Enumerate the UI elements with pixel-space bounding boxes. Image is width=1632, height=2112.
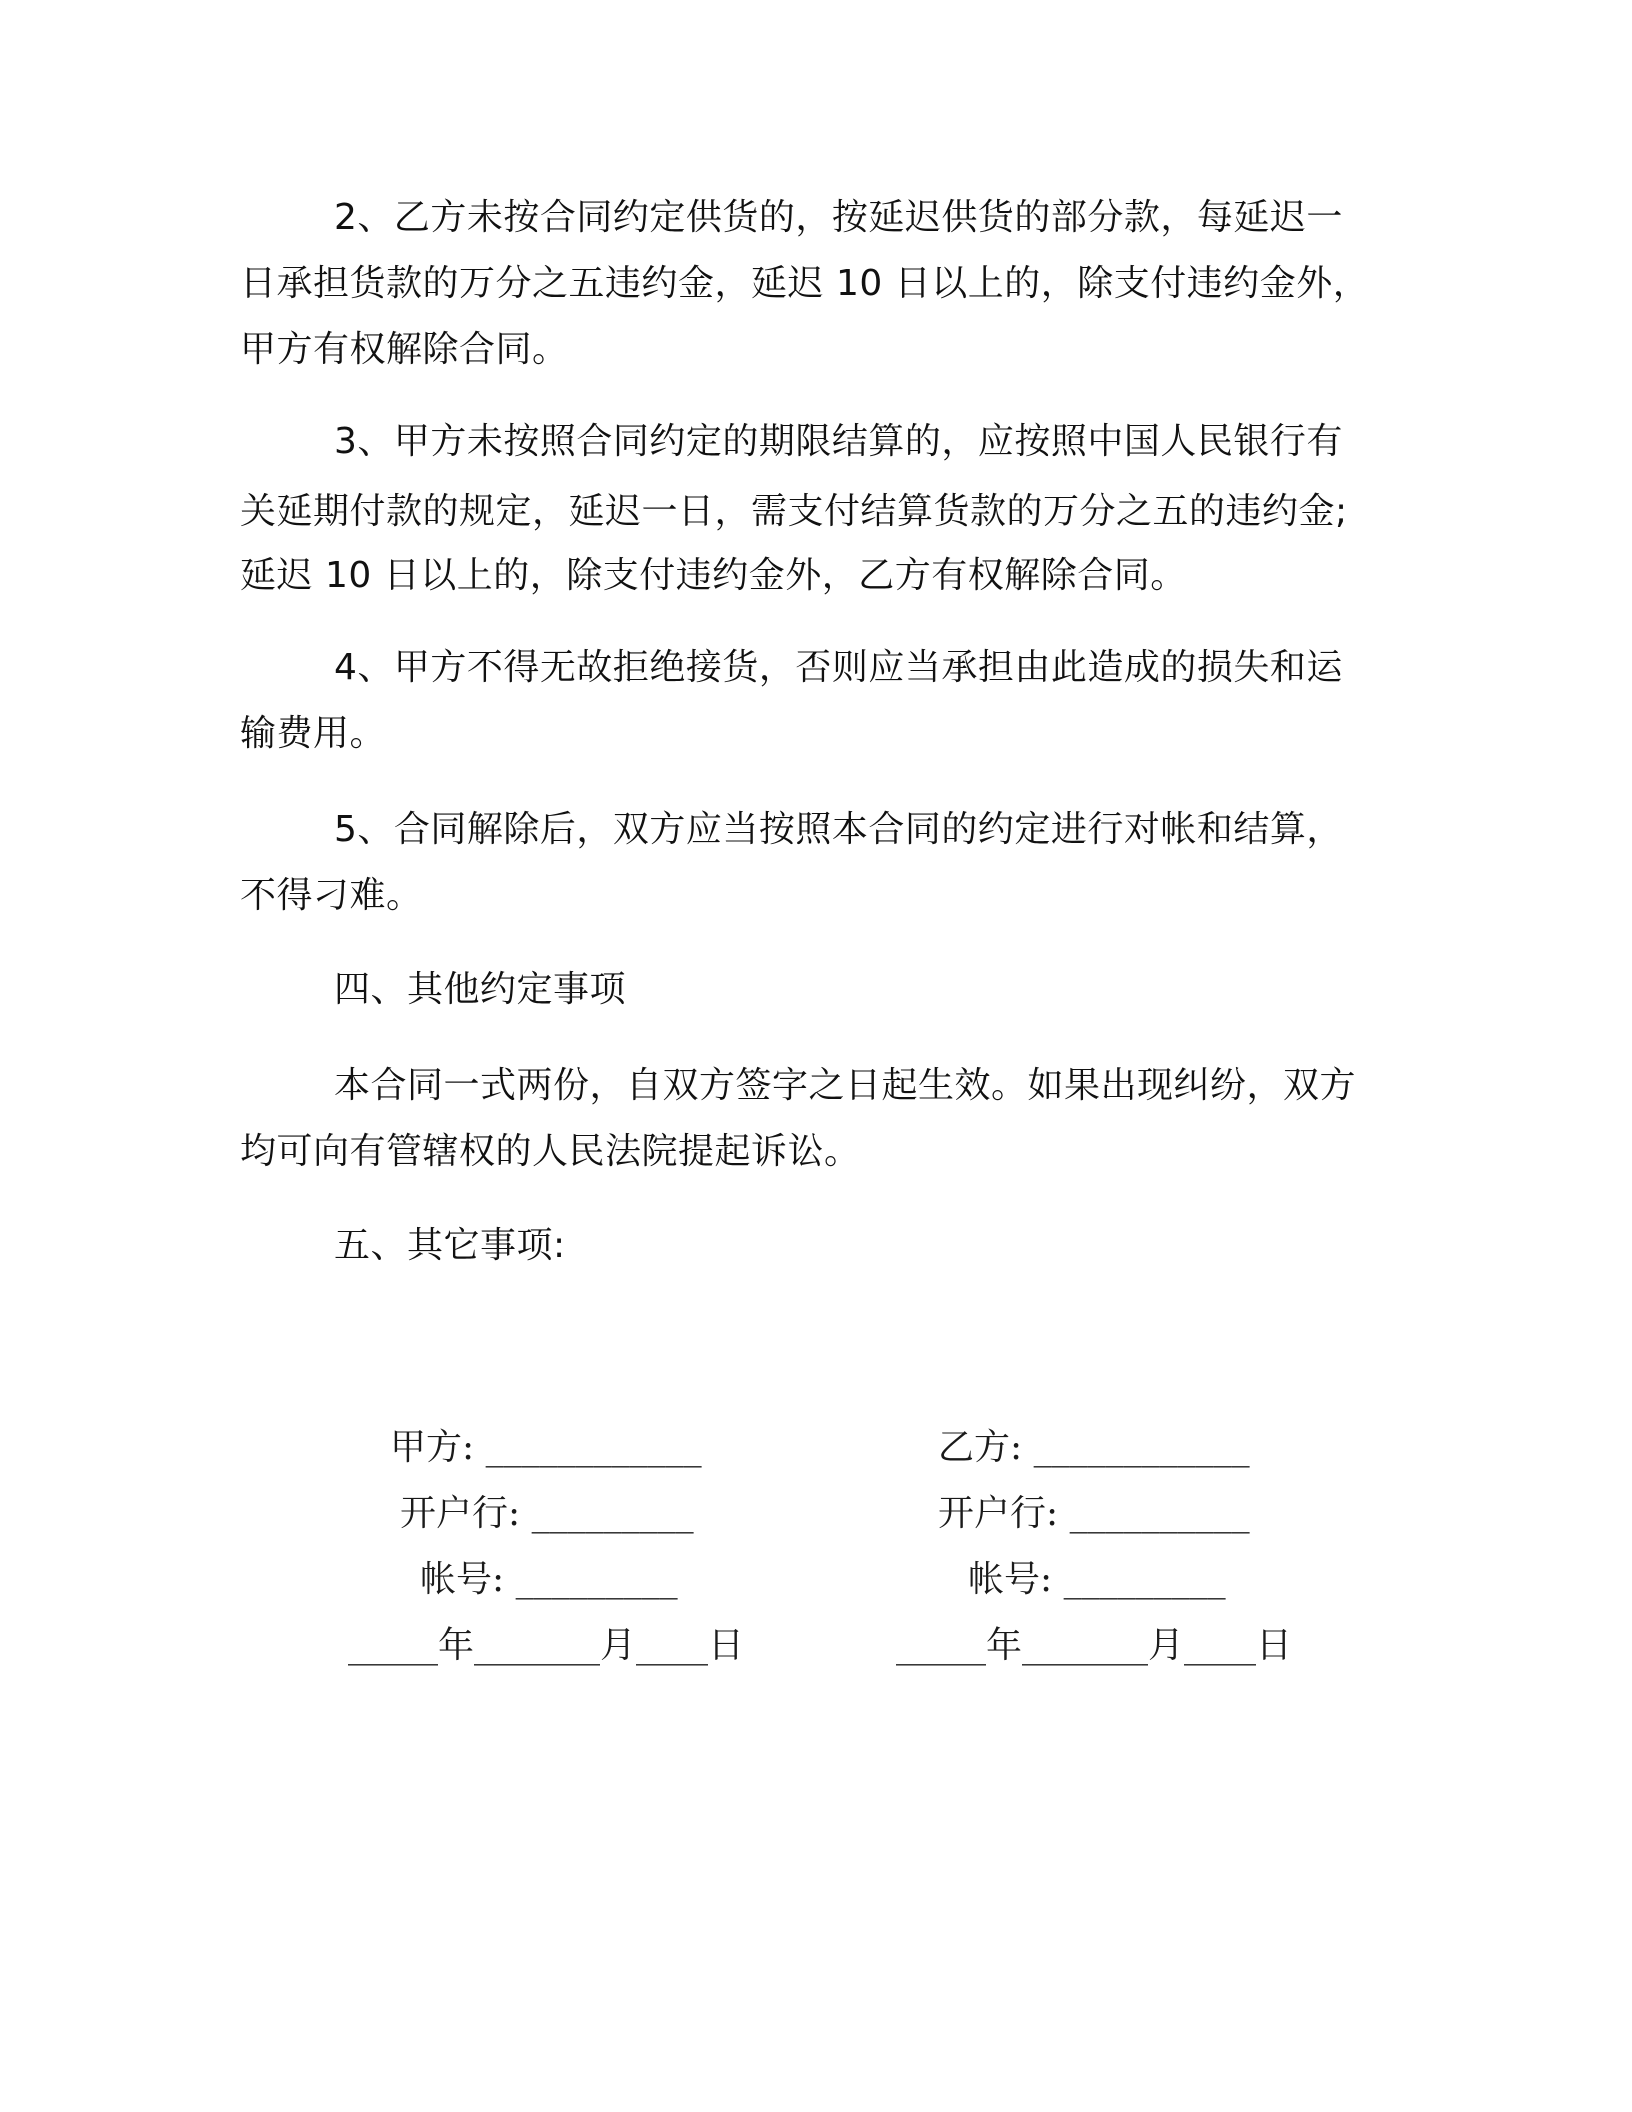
clause-5-line-1: 5、合同解除后，双方应当按照本合同的约定进行对帐和结算， (334, 809, 1343, 850)
clause-3-line-3: 延迟 10 日以上的，除支付违约金外，乙方有权解除合同。 (240, 555, 1187, 596)
clause-3-line-1: 3、甲方未按照合同约定的期限结算的，应按照中国人民银行有 (334, 421, 1343, 462)
clause-2-line-3: 甲方有权解除合同。 (240, 329, 569, 370)
party-b-bank-field: 开户行: __________ (938, 1493, 1250, 1534)
party-a-bank-field: 开户行: _________ (400, 1493, 694, 1534)
clause-2-line-1: 2、乙方未按合同约定供货的，按延迟供货的部分款，每延迟一 (334, 197, 1343, 238)
clause-5-line-2: 不得刁难。 (240, 875, 423, 916)
party-a-account-field: 帐号: _________ (420, 1559, 678, 1600)
party-a-date-field: _____年_______月____日 (348, 1625, 744, 1666)
party-a-name-field: 甲方: ____________ (390, 1427, 702, 1468)
clause-3-line-2: 关延期付款的规定，延迟一日，需支付结算货款的万分之五的违约金; (240, 491, 1348, 532)
section-4-body-line-2: 均可向有管辖权的人民法院提起诉讼。 (240, 1131, 861, 1172)
section-4-heading-text: 四、其他约定事项 (334, 969, 627, 1010)
party-b-date-field: _____年_______月____日 (896, 1625, 1292, 1666)
party-b-name-field: 乙方: ____________ (938, 1427, 1250, 1468)
section-4-body-line-1: 本合同一式两份，自双方签字之日起生效。如果出现纠纷，双方 (334, 1065, 1357, 1106)
section-5-heading-text: 五、其它事项: (334, 1225, 566, 1266)
clause-2-line-2: 日承担货款的万分之五违约金，延迟 10 日以上的，除支付违约金外， (240, 263, 1370, 304)
clause-4-line-1: 4、甲方不得无故拒绝接货，否则应当承担由此造成的损失和运 (334, 647, 1343, 688)
party-b-account-field: 帐号: _________ (968, 1559, 1226, 1600)
clause-4-line-2: 输费用。 (240, 713, 387, 754)
